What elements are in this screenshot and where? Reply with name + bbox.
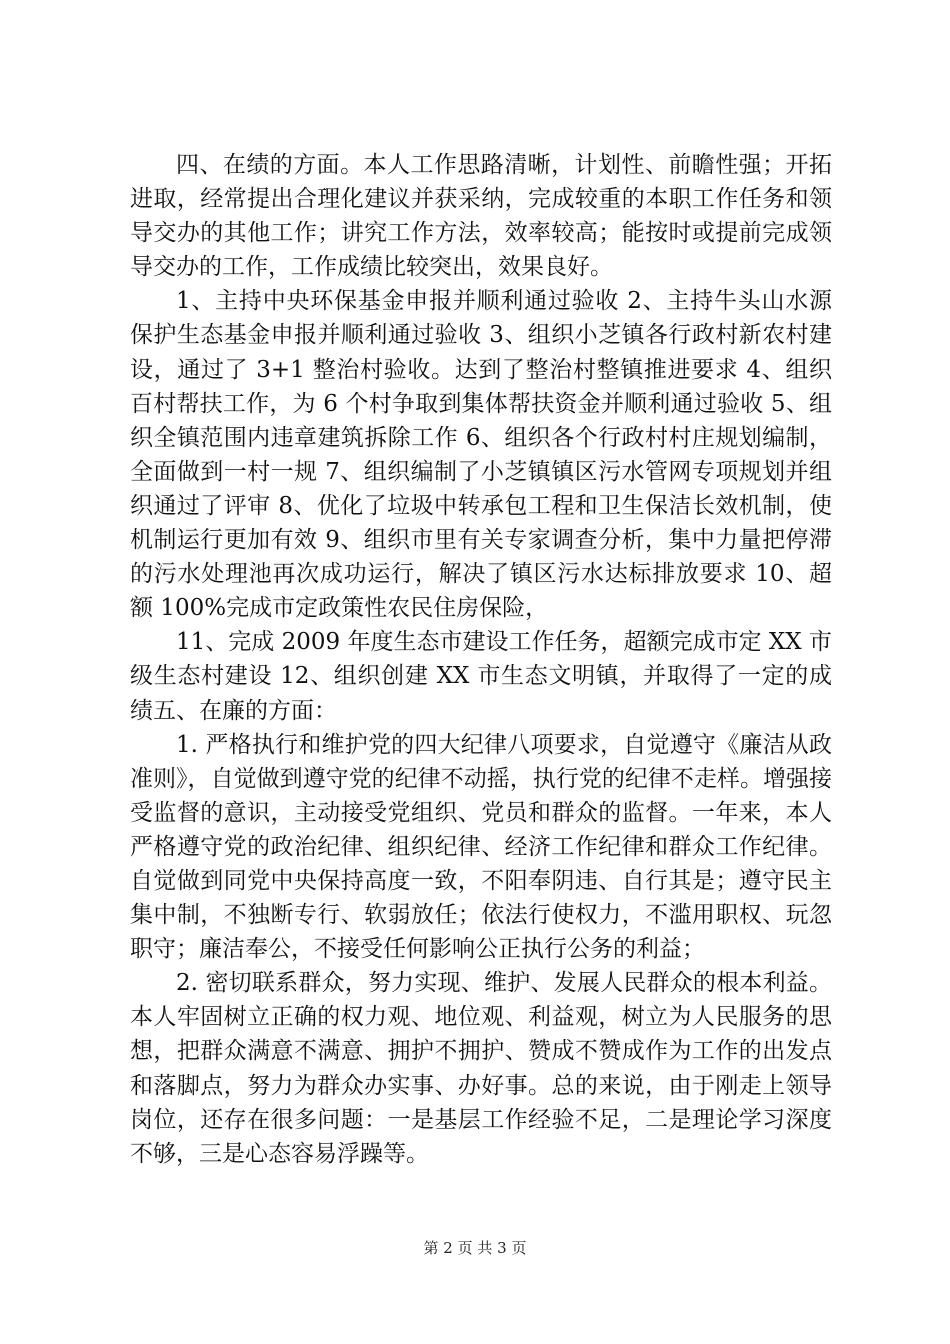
paragraph-work-list-1-10: 1、主持中央环保基金申报并顺利通过验收 2、主持牛头山水源保护生态基金申报并顺利通过验收 3、组织小芝镇各行政村新农村建设，通过了 3+1 整治村验收。达到了整治村整镇推进要求 4、组织百村帮扶工作，为 6 个村争取到集体帮扶资金并顺利通过验收 5、组织全镇范围内违章建筑拆除工作 6、组织各个行政村村庄规划编制，全面做到一村一规 7、组织编制了小芝镇镇区污水管网专项规划并组织通过了评审 8、优化了垃圾中转承包工程和卫生保洁长效机制，使机制运行更加有效 9、组织市里有关专家调查分析，集中力量把停滞的污水处理池再次成功运行，解决了镇区污水达标排放要求 10、超额 100%完成市定政策性农民住房保险， — [130, 288, 832, 622]
document-body — [130, 148, 832, 1171]
paragraph-achievements: 四、在绩的方面。本人工作思路清晰，计划性、前瞻性强；开拓进取，经常提出合理化建议并获采纳，完成较重的本职工作任务和领导交办的其他工作；讲究工作方法，效率较高；能按时或提前完成领导交办的工作，工作成绩比较突出，效果良好。 — [130, 152, 832, 281]
paragraph-work-list-11-12: 11、完成 2009 年度生态市建设工作任务，超额完成市定 XX 市级生态村建设 12、组织创建 XX 市生态文明镇，并取得了一定的成绩五、在廉的方面： — [130, 629, 832, 724]
page-number-footer: 第 2 页 共 3 页 — [423, 1239, 527, 1257]
paragraph-mass-line: 2. 密切联系群众，努力实现、维护、发展人民群众的根本利益。本人牢固树立正确的权力观、地位观、利益观，树立为人民服务的思想，把群众满意不满意、拥护不拥护、赞成不赞成作为工作的出发点和落脚点，努力为群众办实事、办好事。总的来说，由于刚走上领导岗位，还存在很多问题：一是基层工作经验不足，二是理论学习深度不够，三是心态容易浮躁等。 — [130, 970, 832, 1167]
paragraph-discipline: 1. 严格执行和维护党的四大纪律八项要求，自觉遵守《廉洁从政准则》，自觉做到遵守党的纪律不动摇，执行党的纪律不走样。增强接受监督的意识，主动接受党组织、党员和群众的监督。一年来，本人严格遵守党的政治纪律、组织纪律、经济工作纪律和群众工作纪律。自觉做到同党中央保持高度一致，不阳奉阴违、自行其是；遵守民主集中制，不独断专行、软弱放任；依法行使权力，不滥用职权、玩忽职守；廉洁奉公，不接受任何影响公正执行公务的利益； — [130, 731, 832, 963]
